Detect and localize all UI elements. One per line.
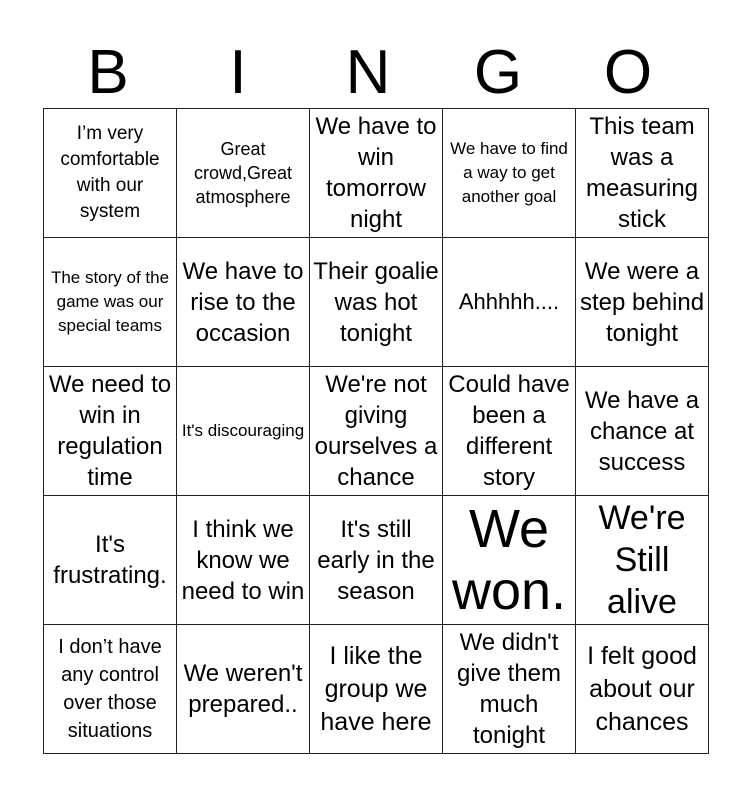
bingo-cell[interactable] [177, 625, 310, 754]
cell-text: Ahhhhh.... [458, 289, 560, 314]
cell-text: We're Still alive [598, 499, 686, 621]
card-row [44, 496, 709, 625]
bingo-header [43, 40, 693, 106]
bingo-cell[interactable] [44, 109, 177, 238]
bingo-cell[interactable] [576, 109, 709, 238]
cell-text: We weren't prepared.. [183, 660, 303, 718]
bingo-cell[interactable] [44, 625, 177, 754]
header-letter-i: I [229, 38, 247, 107]
card-row [44, 367, 709, 496]
cell-text: We have to rise to the occasion [182, 257, 304, 347]
bingo-cell[interactable] [44, 496, 177, 625]
bingo-cell[interactable] [44, 238, 177, 367]
cell-text: The story of the game was our special teams [50, 268, 170, 335]
card-row [44, 625, 709, 754]
bingo-cell[interactable] [310, 109, 443, 238]
cell-text: I don’t have any control over those situations [58, 636, 162, 742]
card-row [44, 238, 709, 367]
cell-text: We have a chance at success [584, 386, 700, 476]
card-row [44, 109, 709, 238]
bingo-cell[interactable] [177, 496, 310, 625]
bingo-cell[interactable] [177, 367, 310, 496]
bingo-cell[interactable] [443, 625, 576, 754]
header-letter-b: B [87, 38, 129, 107]
header-letter-n: N [345, 38, 391, 107]
cell-text: We didn't give them much tonight [456, 629, 562, 749]
cell-text: It's discouraging [181, 421, 305, 440]
bingo-cell[interactable] [443, 367, 576, 496]
bingo-cell[interactable] [44, 367, 177, 496]
cell-text: We have to win tomorrow night [315, 113, 437, 233]
bingo-cell[interactable] [576, 238, 709, 367]
bingo-cell[interactable] [576, 625, 709, 754]
bingo-cell[interactable] [443, 238, 576, 367]
bingo-cell[interactable] [177, 238, 310, 367]
cell-text: We're not giving ourselves a chance [314, 371, 438, 491]
bingo-cell[interactable] [310, 238, 443, 367]
cell-text: I’m very comfortable with our system [60, 123, 160, 222]
bingo-cell[interactable] [443, 496, 576, 625]
bingo-cell[interactable] [576, 496, 709, 625]
cell-text: We were a step behind tonight [579, 257, 705, 347]
cell-text: I think we know we need to win [181, 515, 305, 605]
cell-text: This team was a measuring stick [585, 113, 699, 233]
bingo-cell[interactable] [310, 496, 443, 625]
cell-text: I like the group we have here [320, 641, 432, 736]
header-letter-g: G [473, 38, 523, 107]
cell-text: It's still early in the season [317, 515, 435, 605]
cell-text: Their goalie was hot tonight [313, 257, 439, 347]
cell-text: Great crowd,Great atmosphere [193, 139, 293, 207]
bingo-card [43, 108, 709, 754]
cell-text: Could have been a different story [448, 371, 570, 491]
cell-text: It's frustrating. [53, 531, 167, 589]
bingo-cell[interactable] [576, 367, 709, 496]
header-letter-o: O [603, 38, 653, 107]
cell-text: We need to win in regulation time [48, 371, 172, 491]
cell-text: I felt good about our chances [587, 641, 697, 736]
bingo-cell[interactable] [310, 625, 443, 754]
cell-text: We have to find a way to get another goal [450, 139, 568, 206]
bingo-cell[interactable] [310, 367, 443, 496]
cell-text: We won. [451, 499, 567, 621]
bingo-cell[interactable] [177, 109, 310, 238]
bingo-cell[interactable] [443, 109, 576, 238]
